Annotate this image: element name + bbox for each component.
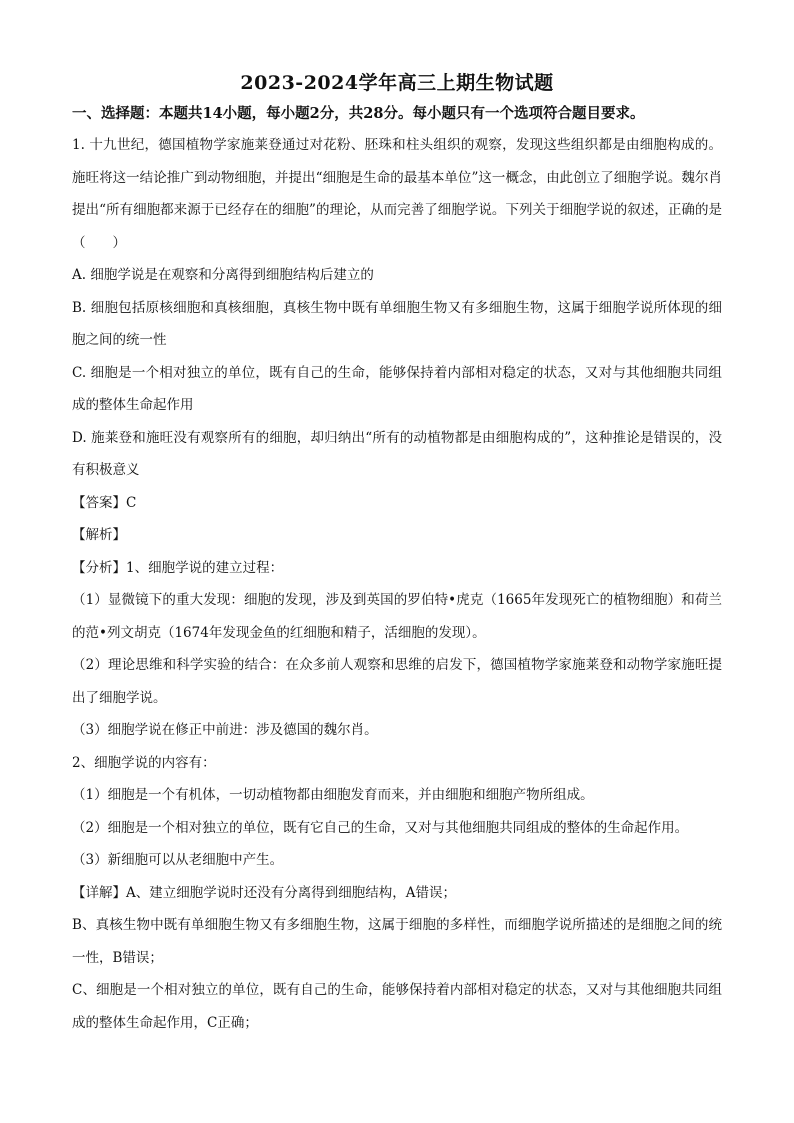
option-c: C. 细胞是一个相对独立的单位，既有自己的生命，能够保持着内部相对稳定的状态，又对与其他细胞共同组成的整体生命起作用 xyxy=(72,364,722,413)
question-stem: 1. 十九世纪，德国植物学家施莱登通过对花粉、胚珠和柱头组织的观察，发现这些组织都是由细胞构成的。施旺将这一结论推广到动物细胞，并提出“细胞是生命的最基本单位”这一概念，由此创立了细胞学说。魏尔肖提出“所有细胞都来源于已经存在的细胞”的理论，从而完善了细胞学说。下列关于细胞学说的叙述，正确的是（ ） xyxy=(72,137,722,251)
section-heading: 一、选择题：本题共14小题，每小题2分，共28分。每小题只有一个选项符合题目要求。 xyxy=(72,105,645,122)
analysis-line: （2）细胞是一个相对独立的单位，既有它自己的生命，又对与其他细胞共同组成的整体的生命起作用。 xyxy=(72,819,689,836)
document-title: 2023-2024学年高三上期生物试题 xyxy=(240,72,554,94)
option-b: B. 细胞包括原核细胞和真核细胞，真核生物中既有单细胞生物又有多细胞生物，这属于细胞学说所体现的细胞之间的统一性 xyxy=(72,299,722,348)
detail-line: B、真核生物中既有单细胞生物又有多细胞生物，这属于细胞的多样性，而细胞学说所描述的是细胞之间的统一性，B错误； xyxy=(72,917,722,966)
analysis-line: （2）理论思维和科学实验的结合：在众多前人观察和思维的启发下，德国植物学家施莱登和动物学家施旺提出了细胞学说。 xyxy=(72,657,722,706)
option-d: D. 施莱登和施旺没有观察所有的细胞，却归纳出“所有的动植物都是由细胞构成的”，这种推论是错误的，没有积极意义 xyxy=(72,429,722,478)
option-a: A. 细胞学说是在观察和分离得到细胞结构后建立的 xyxy=(72,267,374,283)
analysis-line: （3）新细胞可以从老细胞中产生。 xyxy=(72,852,284,868)
analysis-line: （3）细胞学说在修正中前进：涉及德国的魏尔肖。 xyxy=(72,722,378,738)
analysis-line: （1）细胞是一个有机体，一切动植物都由细胞发育而来，并由细胞和细胞产物所组成。 xyxy=(72,787,594,803)
detail-line: 【详解】A、建立细胞学说时还没有分离得到细胞结构，A错误； xyxy=(72,884,456,901)
analysis-line: （1）显微镜下的重大发现：细胞的发现，涉及到英国的罗伯特•虎克（1665年发现死亡的植物细胞）和荷兰的范•列文胡克（1674年发现金鱼的红细胞和精子，活细胞的发现）。 xyxy=(72,592,722,641)
analysis-line: 2、细胞学说的内容有： xyxy=(72,754,216,771)
analysis-line: 【分析】1、细胞学说的建立过程： xyxy=(72,559,284,576)
analysis-label: 【解析】 xyxy=(72,527,126,543)
document-page xyxy=(72,62,722,1039)
detail-line: C、细胞是一个相对独立的单位，既有自己的生命，能够保持着内部相对稳定的状态，又对与其他细胞共同组成的整体生命起作用，C正确； xyxy=(72,982,722,1031)
answer-line: 【答案】C xyxy=(72,494,137,511)
